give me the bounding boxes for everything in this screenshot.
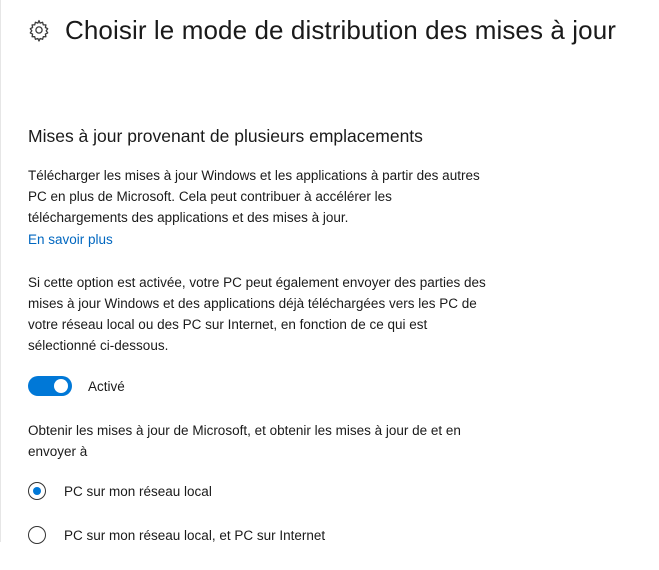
description-paragraph-1: Télécharger les mises à jour Windows et les applications à partir des autres PC en plus de Microsoft. Cela peut contribuer à accélérer les téléchargements des applications et des mises à jour.	[28, 168, 480, 225]
radio-label-local-and-internet: PC sur mon réseau local, et PC sur Internet	[64, 527, 326, 543]
toggle-state-label: Activé	[88, 378, 125, 394]
section-title: Mises à jour provenant de plusieurs emplacements	[28, 126, 423, 146]
radio-option-local-and-internet[interactable]	[28, 526, 628, 544]
radio-option-local-network[interactable]	[28, 482, 628, 500]
gear-icon	[26, 17, 52, 43]
radio-button-local-and-internet[interactable]	[28, 526, 46, 544]
settings-content	[28, 126, 628, 570]
description-paragraph-3: Obtenir les mises à jour de Microsoft, et obtenir les mises à jour de et en envoyer à	[28, 423, 461, 459]
radio-label-local-network: PC sur mon réseau local	[64, 483, 212, 499]
page-header	[0, 0, 659, 46]
page-title: Choisir le mode de distribution des mises à jour	[65, 14, 617, 45]
toggle-knob	[54, 379, 68, 393]
delivery-optimization-toggle-row[interactable]	[28, 376, 628, 396]
description-paragraph-2: Si cette option est activée, votre PC peut également envoyer des parties des mises à jour Windows et des applications déjà téléchargées vers les PC de votre réseau local ou des PC sur Internet, en fonction de ce qui est sélectionné ci-dessous.	[28, 275, 486, 353]
download-source-radio-group	[28, 482, 628, 544]
window-left-border	[0, 0, 1, 542]
delivery-optimization-toggle[interactable]	[28, 376, 72, 396]
learn-more-link[interactable]: En savoir plus	[28, 232, 113, 247]
radio-button-local-network[interactable]	[28, 482, 46, 500]
